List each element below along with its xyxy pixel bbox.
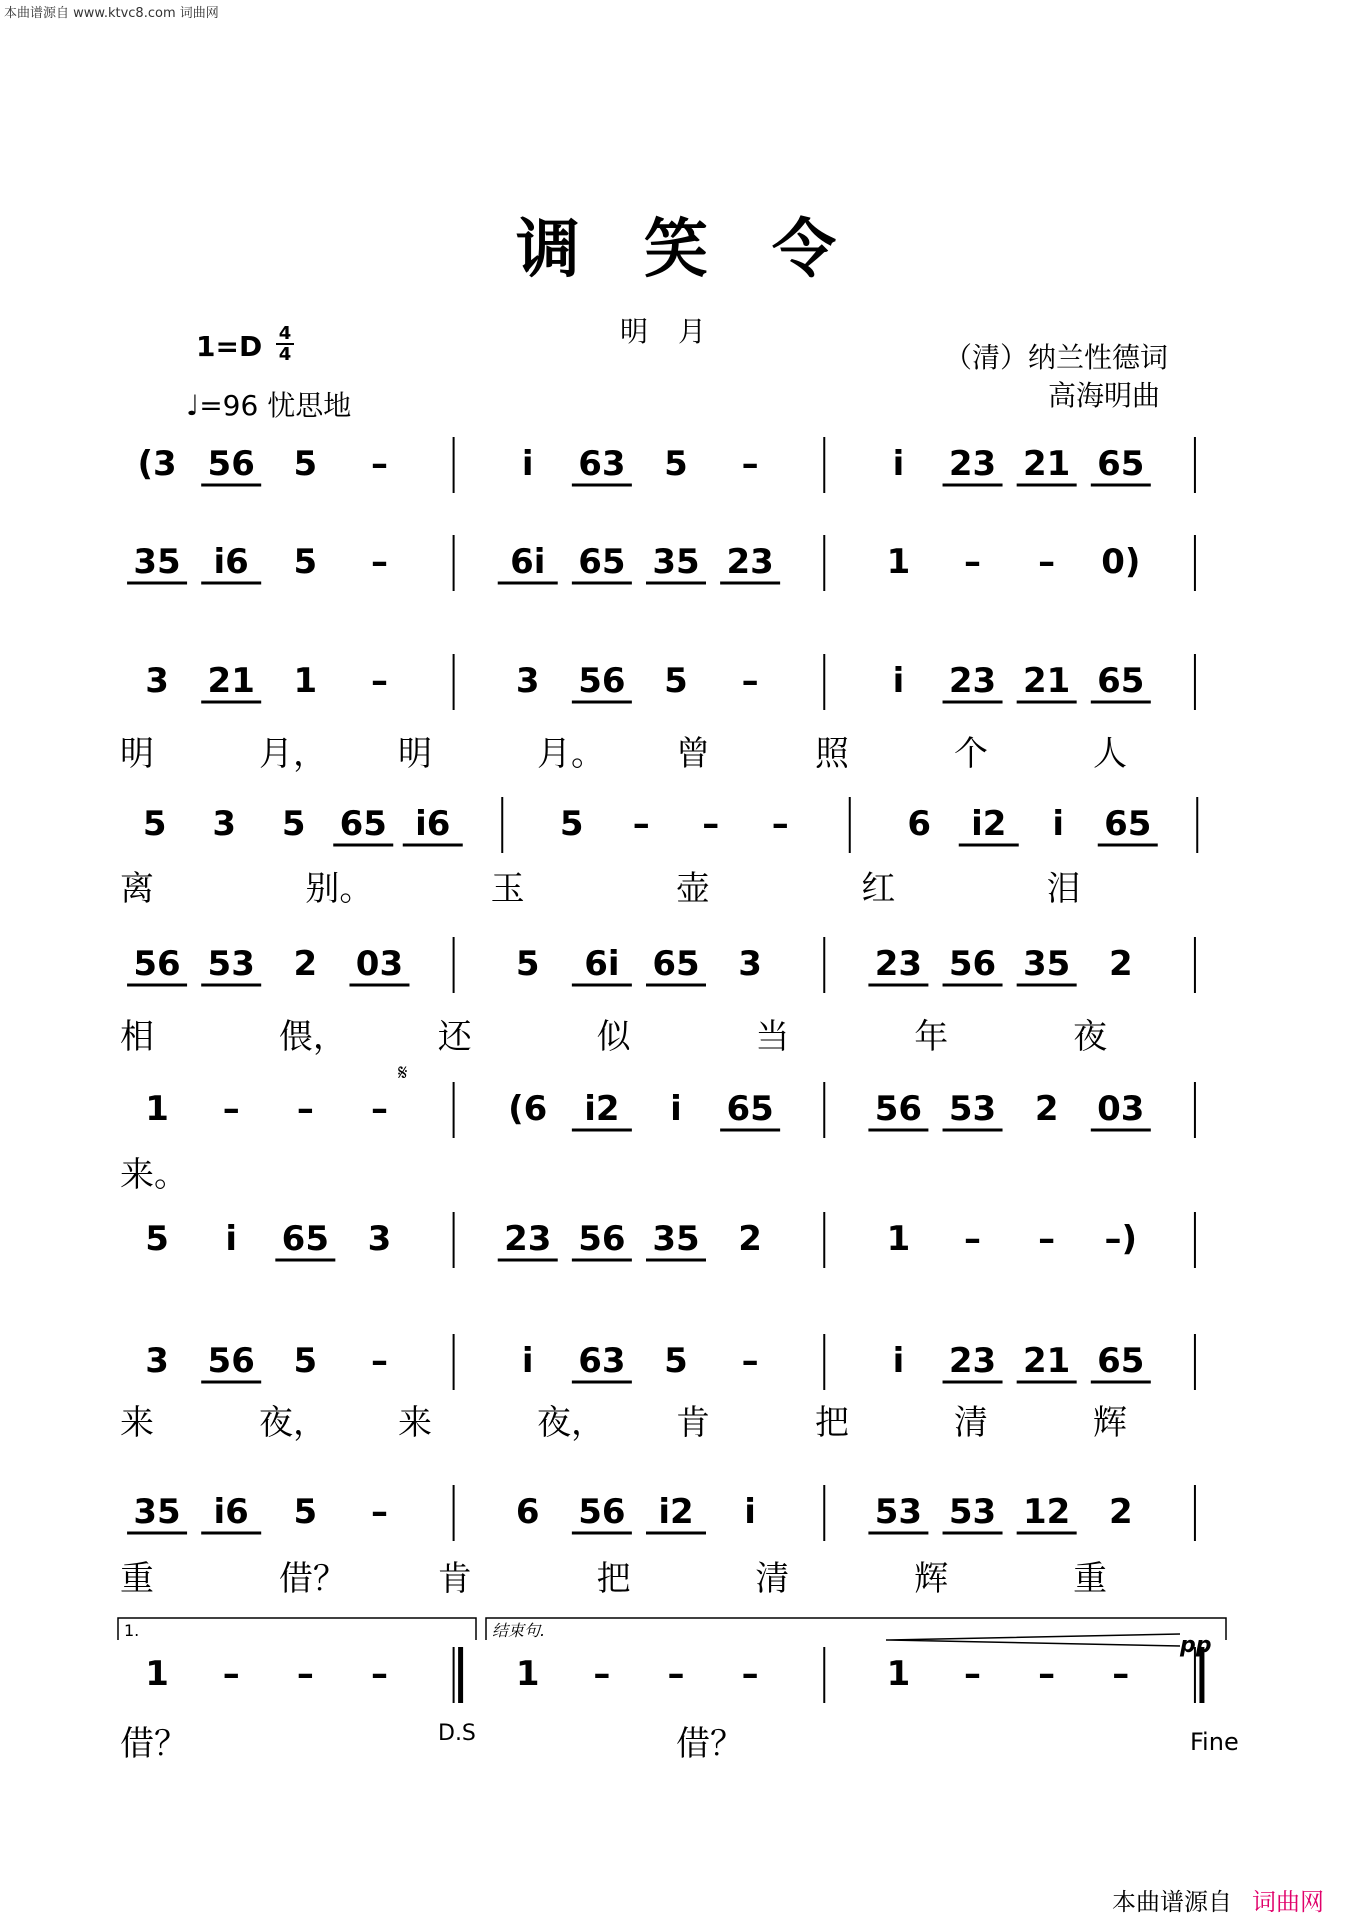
note: –	[964, 1219, 982, 1259]
quarter-note-icon: ♩	[186, 389, 200, 422]
note: 23	[948, 1341, 997, 1381]
note: –	[964, 542, 982, 582]
note: 65	[1104, 804, 1152, 844]
note: –	[741, 1654, 759, 1694]
note: i	[1052, 804, 1065, 844]
note: 53	[948, 1492, 997, 1532]
note: –	[1038, 1219, 1056, 1259]
note: 23	[874, 944, 923, 984]
note: i2	[658, 1492, 694, 1532]
note: 5	[515, 944, 540, 984]
note: –	[1038, 542, 1056, 582]
note: 56	[207, 1341, 255, 1381]
note: –	[370, 542, 388, 582]
note: –	[370, 1654, 388, 1694]
footer-site: 词曲网	[1252, 1888, 1324, 1916]
volta-end-label: 结束句.	[492, 1621, 546, 1640]
note: 65	[281, 1219, 329, 1259]
lyric-word: 借？	[278, 1559, 347, 1599]
note: 21	[1023, 444, 1071, 484]
note: i6	[213, 542, 249, 582]
dynamic-pp: pp	[1180, 1633, 1212, 1658]
lyric-word: 借？	[676, 1724, 744, 1764]
note: 23	[504, 1219, 552, 1259]
lyric-word: 年	[914, 1017, 949, 1057]
note: 65	[578, 542, 626, 582]
lyric-word: 玉	[490, 869, 525, 909]
subtitle-char-1: 明	[620, 315, 649, 348]
lyric-word: 壶	[676, 869, 710, 909]
note: i6	[213, 1492, 249, 1532]
lyric-word: 把	[815, 1403, 849, 1443]
lyric-word: 离	[120, 869, 154, 909]
note: 5	[281, 804, 306, 844]
note: 5	[664, 661, 688, 701]
note: 5	[145, 1219, 169, 1259]
lyric-word: 肯	[437, 1559, 472, 1599]
lyric-word: 明	[398, 734, 432, 774]
note: 3	[367, 1219, 392, 1259]
note: –	[1038, 1654, 1056, 1694]
note: i2	[971, 804, 1007, 844]
note: 63	[578, 1341, 626, 1381]
note: 1	[145, 1654, 169, 1694]
lyric-word: 泪	[1046, 869, 1081, 909]
lyric-word: 还	[437, 1017, 472, 1057]
note: i	[521, 444, 534, 484]
note: 2	[1034, 1089, 1059, 1129]
note: i	[892, 1341, 905, 1381]
note: 1	[886, 1654, 911, 1694]
note: –	[370, 444, 388, 484]
lyric-word: 相	[120, 1017, 154, 1057]
note: 63	[578, 444, 626, 484]
note: 35	[652, 542, 700, 582]
footer-source: 本曲谱源自	[1112, 1888, 1232, 1916]
lyric-word: 肯	[676, 1403, 710, 1443]
note: i	[670, 1089, 682, 1129]
note: 56	[133, 944, 181, 984]
lyric-word: 似	[596, 1017, 631, 1057]
note: 6	[515, 1492, 540, 1532]
note: 23	[948, 661, 997, 701]
note: –	[1112, 1654, 1130, 1694]
note: 0)	[1101, 542, 1141, 582]
key-signature: 1=D	[196, 330, 263, 363]
composer-credit: 高海明曲	[1048, 379, 1161, 412]
note: –	[741, 1341, 759, 1381]
segno-sign: 𝄋	[398, 1061, 408, 1086]
lyric-word: 清	[755, 1559, 790, 1599]
note: –	[296, 1089, 314, 1129]
note: 35	[652, 1219, 700, 1259]
note: –	[370, 1492, 388, 1532]
note: 2	[293, 944, 318, 984]
note: 56	[948, 944, 997, 984]
note: –	[370, 661, 388, 701]
note: 2	[738, 1219, 762, 1259]
note: –	[771, 804, 789, 844]
note: 3	[145, 1341, 169, 1381]
note: 3	[212, 804, 237, 844]
note: 53	[948, 1089, 997, 1129]
note: –	[741, 661, 759, 701]
note: 5	[559, 804, 584, 844]
note: 6	[907, 804, 932, 844]
time-signature-top: 4	[278, 323, 292, 344]
note: –	[593, 1654, 611, 1694]
note: 2	[1108, 944, 1133, 984]
note: 1	[293, 661, 318, 701]
note: 2	[1108, 1492, 1133, 1532]
lyric-word: 夜，	[259, 1403, 327, 1443]
decrescendo-hairpin	[886, 1634, 1180, 1646]
note: 65	[726, 1089, 774, 1129]
note: 53	[207, 944, 255, 984]
tempo-text: =96 忧思地	[199, 389, 352, 422]
lyric-word: 把	[596, 1559, 631, 1599]
lyric-word: 个	[954, 734, 988, 774]
title-char-3: 令	[772, 213, 836, 287]
fine-marking: Fine	[1190, 1728, 1239, 1756]
source-watermark: 本曲谱源自 www.ktvc8.com 词曲网	[4, 6, 219, 21]
note: 56	[578, 1219, 626, 1259]
note: –)	[1104, 1219, 1138, 1259]
note: i	[521, 1341, 534, 1381]
note: 5	[142, 804, 167, 844]
note: 03	[1097, 1089, 1145, 1129]
note: 65	[1097, 661, 1145, 701]
note: 56	[578, 661, 626, 701]
note: 6i	[584, 944, 620, 984]
lyric-word: 照	[815, 734, 849, 774]
note: 1	[886, 1219, 911, 1259]
note: 65	[339, 804, 387, 844]
lyric-word: 来	[398, 1403, 432, 1443]
note: –	[370, 1089, 388, 1129]
lyric-word: 当	[755, 1017, 790, 1057]
note: (3	[137, 444, 177, 484]
note: –	[964, 1654, 982, 1694]
lyric-word: 明	[120, 734, 154, 774]
note: 65	[1097, 444, 1145, 484]
note: 6i	[510, 542, 546, 582]
note: (6	[508, 1089, 548, 1129]
note: –	[702, 804, 720, 844]
volta-first-label: 1.	[124, 1621, 140, 1640]
lyric-word: 重	[1073, 1559, 1108, 1599]
lyric-word: 别。	[305, 869, 374, 909]
note: 5	[293, 1341, 318, 1381]
note: –	[632, 804, 650, 844]
lyric-word: 红	[861, 869, 896, 909]
ds-marking: D.S	[438, 1721, 476, 1746]
note: i	[892, 661, 905, 701]
note: –	[370, 1341, 388, 1381]
lyric-word: 辉	[1093, 1403, 1127, 1443]
note: 3	[515, 661, 540, 701]
lyric-word: 来。	[120, 1155, 188, 1195]
note: i	[892, 444, 905, 484]
title-char-2: 笑	[644, 213, 708, 287]
footer-watermark	[1112, 1882, 1324, 1917]
note: –	[741, 444, 759, 484]
lyric-word: 人	[1093, 734, 1127, 774]
note: 1	[515, 1654, 540, 1694]
lyric-word: 曾	[676, 734, 710, 774]
note: i2	[584, 1089, 620, 1129]
note: 1	[886, 542, 911, 582]
lyric-word: 月。	[537, 734, 605, 774]
note: 5	[293, 542, 318, 582]
note: i6	[415, 804, 451, 844]
note: 56	[578, 1492, 626, 1532]
volta-bracket-end	[486, 1618, 1226, 1640]
note: –	[667, 1654, 685, 1694]
note: 3	[738, 944, 762, 984]
note: 21	[1023, 661, 1071, 701]
lyric-word: 辉	[914, 1559, 949, 1599]
note: 53	[874, 1492, 923, 1532]
note: 03	[355, 944, 404, 984]
note: 21	[1023, 1341, 1071, 1381]
note: 3	[145, 661, 169, 701]
note: 65	[1097, 1341, 1145, 1381]
lyric-word: 月，	[259, 734, 327, 774]
lyric-word: 清	[954, 1403, 988, 1443]
note: i	[225, 1219, 238, 1259]
note: –	[222, 1654, 240, 1694]
lyric-word: 夜	[1073, 1017, 1108, 1057]
note: 5	[664, 444, 688, 484]
lyric-word: 偎，	[278, 1017, 347, 1057]
lyric-word: 来	[120, 1403, 154, 1443]
lyric-word: 夜，	[537, 1403, 605, 1443]
note: 21	[207, 661, 255, 701]
note: –	[296, 1654, 314, 1694]
note: 5	[293, 444, 318, 484]
note: –	[222, 1089, 240, 1129]
note: 56	[207, 444, 255, 484]
note: 56	[874, 1089, 923, 1129]
note: 35	[1023, 944, 1071, 984]
title-char-1: 调	[516, 213, 580, 287]
note: i	[744, 1492, 756, 1532]
note: 12	[1023, 1492, 1071, 1532]
lyric-word: 重	[120, 1559, 154, 1599]
note: 23	[948, 444, 997, 484]
note: 5	[664, 1341, 688, 1381]
note: 65	[652, 944, 700, 984]
lyric-word: 借？	[120, 1724, 188, 1764]
note: 35	[133, 542, 181, 582]
note: 23	[726, 542, 774, 582]
note: 5	[293, 1492, 318, 1532]
note: 35	[133, 1492, 181, 1532]
subtitle-char-2: 月	[678, 315, 707, 348]
time-signature-bottom: 4	[278, 344, 292, 365]
lyricist-credit: （清）纳兰性德词	[944, 341, 1169, 374]
note: 1	[145, 1089, 169, 1129]
volta-bracket-first	[118, 1618, 476, 1640]
